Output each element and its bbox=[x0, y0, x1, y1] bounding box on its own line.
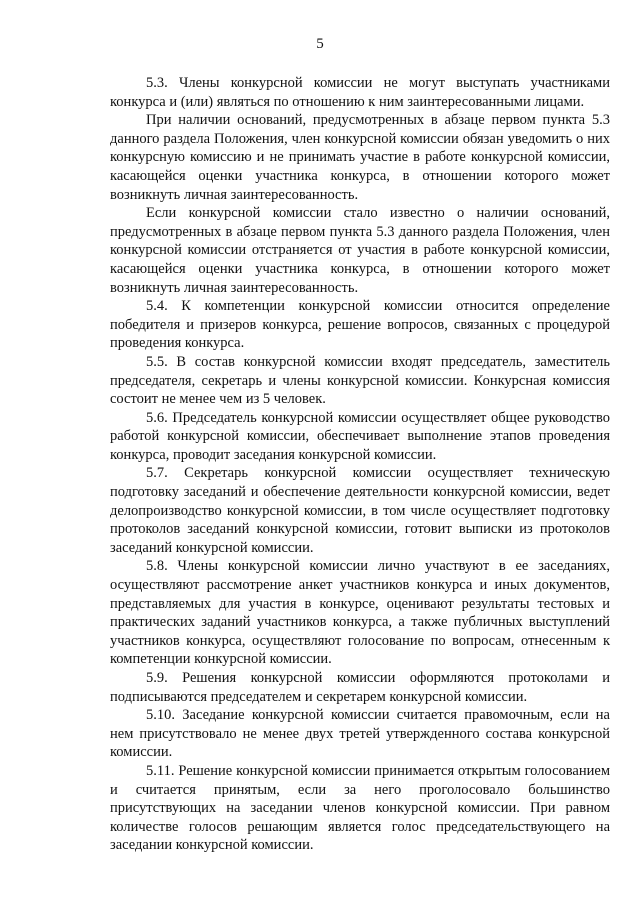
paragraph-5-9: 5.9. Решения конкурсной комиссии оформляются протоколами и подписываются председателем и секретарем конкурсной комиссии. bbox=[110, 670, 610, 705]
paragraph-5-4: 5.4. К компетенции конкурсной комиссии относится определение победителя и призеров конкурса, решение вопросов, связанных с процедурой проведения конкурса. bbox=[110, 298, 610, 352]
paragraph-5-5: 5.5. В состав конкурсной комиссии входят председатель, заместитель председателя, секретарь и члены конкурсной комиссии. Конкурсная комиссия состоит не менее чем из 5 человек. bbox=[110, 353, 610, 408]
paragraph-5-10: 5.10. Заседание конкурсной комиссии считается правомочным, если на нем присутствовало не менее двух третей утвержденного состава конкурсной комиссии. bbox=[110, 707, 610, 761]
paragraph-5-3-removal: Если конкурсной комиссии стало известно о наличии оснований, предусмотренных в абзаце первом пункта 5.3 данного раздела Положения, член конкурсной комиссии отстраняется от участия в работе конкурсной комиссии, касающейся оценки участника конкурса, в отношении которого может возникнуть личная заинтересованность. bbox=[110, 205, 610, 296]
paragraph-5-7: 5.7. Секретарь конкурсной комиссии осуществляет техническую подготовку заседаний и обеспечение деятельности конкурсной комиссии, ведет делопроизводство конкурсной комиссии, в том числе осуществляет подготовку протоколов заседаний конкурсной комиссии, готовит выписки из протоколов заседаний конкурсной комиссии. bbox=[110, 465, 610, 556]
document-body bbox=[110, 74, 610, 855]
paragraph-5-11: 5.11. Решение конкурсной комиссии принимается открытым голосованием и считается принятым, если за него проголосовало большинство присутствующих на заседании членов конкурсной комиссии. При равном количестве голосов решающим является голос председательствующего на заседании конкурсной комиссии. bbox=[110, 762, 610, 854]
paragraph-5-3-notice: При наличии оснований, предусмотренных в абзаце первом пункта 5.3 данного раздела Положения, член конкурсной комиссии обязан уведомить о них конкурсную комиссию и не принимать участие в работе конкурсной комиссии, касающейся оценки участника конкурса, в отношении которого может возникнуть личная заинтересованность. bbox=[110, 112, 610, 203]
paragraph-5-3: 5.3. Члены конкурсной комиссии не могут выступать участниками конкурса и (или) являться по отношению к ним заинтересованными лицами. bbox=[110, 75, 610, 110]
paragraph-5-6: 5.6. Председатель конкурсной комиссии осуществляет общее руководство работой конкурсной комиссии, обеспечивает выполнение этапов проведения конкурса, проводит заседания конкурсной комиссии. bbox=[110, 409, 610, 463]
paragraph-5-8: 5.8. Члены конкурсной комиссии лично участвуют в ее заседаниях, осуществляют рассмотрение анкет участников конкурса и иных документов, представляемых для участия в конкурсе, оценивают результаты тестовых и практических заданий участников конкурса, а также публичных выступлений участников конкурса, осуществляют голосование по вопросам, отнесенным к компетенции конкурсной комиссии. bbox=[110, 558, 610, 668]
page-number: 5 bbox=[316, 36, 324, 52]
